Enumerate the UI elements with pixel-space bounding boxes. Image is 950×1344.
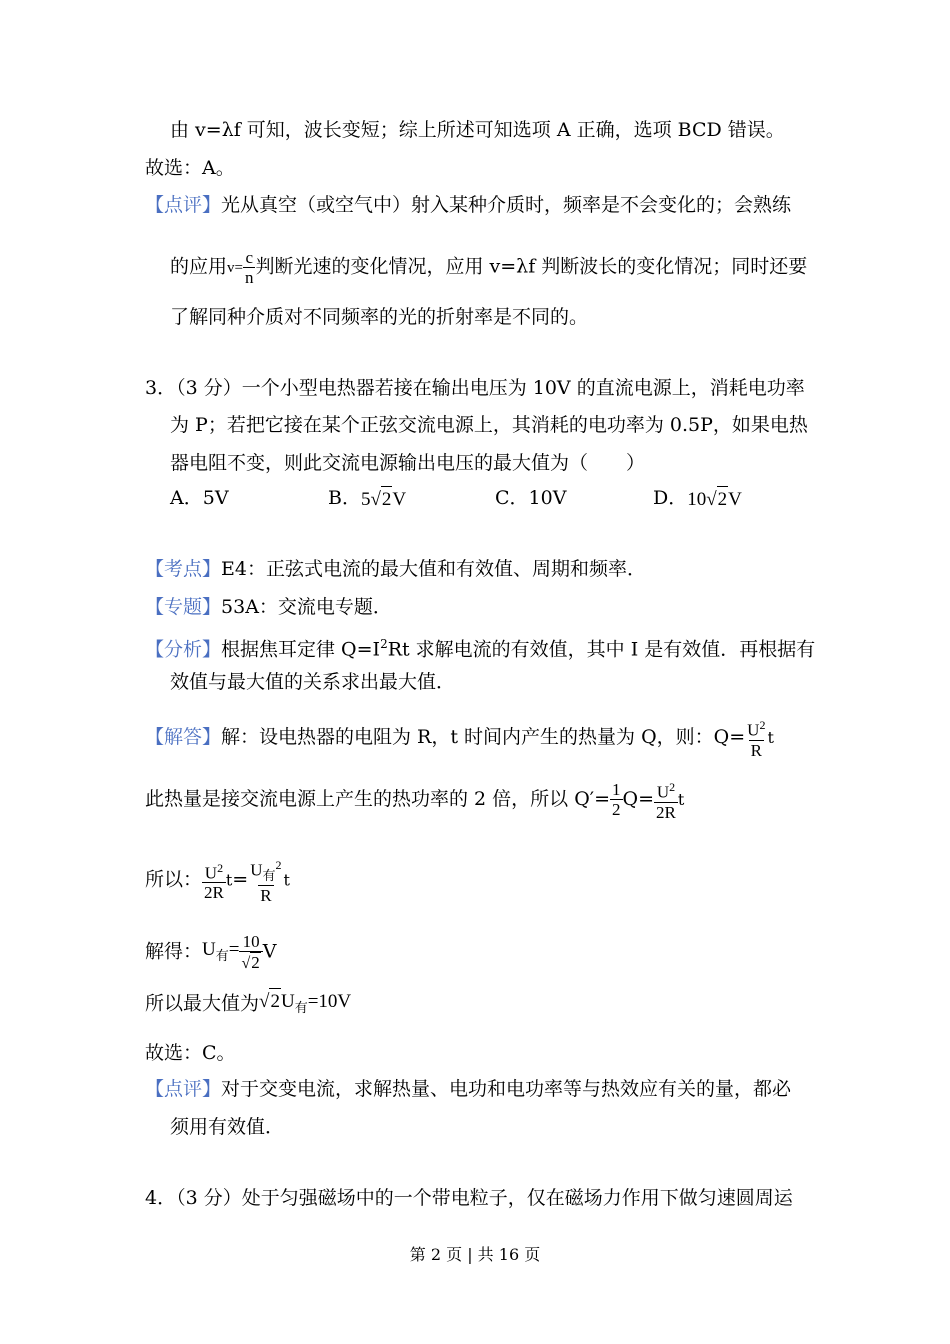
page-footer: 第 2 页 | 共 16 页 (409, 1245, 541, 1264)
prev-comment: 【点评】光从真空（或空气中）射入某种介质时，频率是不会变化的；会熟练 (145, 194, 792, 216)
q3-stem-line2: 为 P；若把它接在某个正弦交流电源上，其消耗的电功率为 0.5P，如果电热 (170, 414, 808, 436)
fenxi: 【分析】根据焦耳定律 $Q=I^2Rt$ 求解电流的有效值，其中 I 是有效值．再根据有 (145, 637, 816, 661)
heat-line: 此热量是接交流电源上产生的热功率的 2 倍，所以 Q′= $\frac{1}{2}$ Q= $\frac{U^2}{2R}$ t (145, 780, 685, 822)
zhuanti: 【专题】53A：交流电专题． (145, 596, 392, 618)
prev-conclusion: 由 v=λf 可知，波长变短；综上所述可知选项 A 正确，选项 BCD 错误。 (170, 119, 785, 141)
q3-stem-line3: 器电阻不变，则此交流电源输出电压的最大值为（ ） (170, 452, 646, 474)
option-d: D．10√2V (653, 485, 742, 513)
fenxi-line2: 效值与最大值的关系求出最大值． (170, 671, 456, 693)
option-b: B．5√2V (328, 485, 406, 513)
prev-comment-line3: 了解同种介质对不同频率的光的折射率是不同的。 (170, 306, 589, 328)
q3-answer: 故选：C。 (145, 1042, 236, 1064)
q3-stem-line1: 3．（3 分）一个小型电热器若接在输出电压为 10V 的直流电源上，消耗电功率 (145, 377, 805, 399)
formula-v-c-over-n: v= $\frac{c}{n}$ (227, 248, 254, 287)
option-c: C．10V (495, 487, 567, 509)
jieda: 【解答】解：设电热器的电阻为 R，t 时间内产生的热量为 Q，则：Q= $\frac{U^2}{R}$ t (145, 718, 774, 760)
jiede-line: 解得：$U_有=$ $\frac{10}{√2}$ V (145, 932, 277, 972)
prev-answer: 故选：A。 (145, 157, 235, 179)
q4-stem-line1: 4．（3 分）处于匀强磁场中的一个带电粒子，仅在磁场力作用下做匀速圆周运 (145, 1187, 793, 1209)
kaodian: 【考点】E4：正弦式电流的最大值和有效值、周期和频率． (145, 558, 646, 580)
prev-comment-line2: 的应用v= $\frac{c}{n}$ 判断光速的变化情况，应用 v=λf 判断波长的变化情况；同时还要 (170, 248, 808, 287)
suoyi-line: 所以： $\frac{U^2}{2R}$ t= $\frac{U_有^2}{R}$ t (145, 858, 290, 906)
option-a: A．5V (170, 487, 229, 509)
comment-tag: 【点评】 (145, 194, 222, 216)
dianping-line2: 须用有效值． (170, 1116, 285, 1138)
dianping: 【点评】对于交变电流，求解热量、电功和电功率等与热效应有关的量，都必 (145, 1078, 792, 1100)
max-line: 所以最大值为$√2U_有=10V$ (145, 988, 351, 1021)
